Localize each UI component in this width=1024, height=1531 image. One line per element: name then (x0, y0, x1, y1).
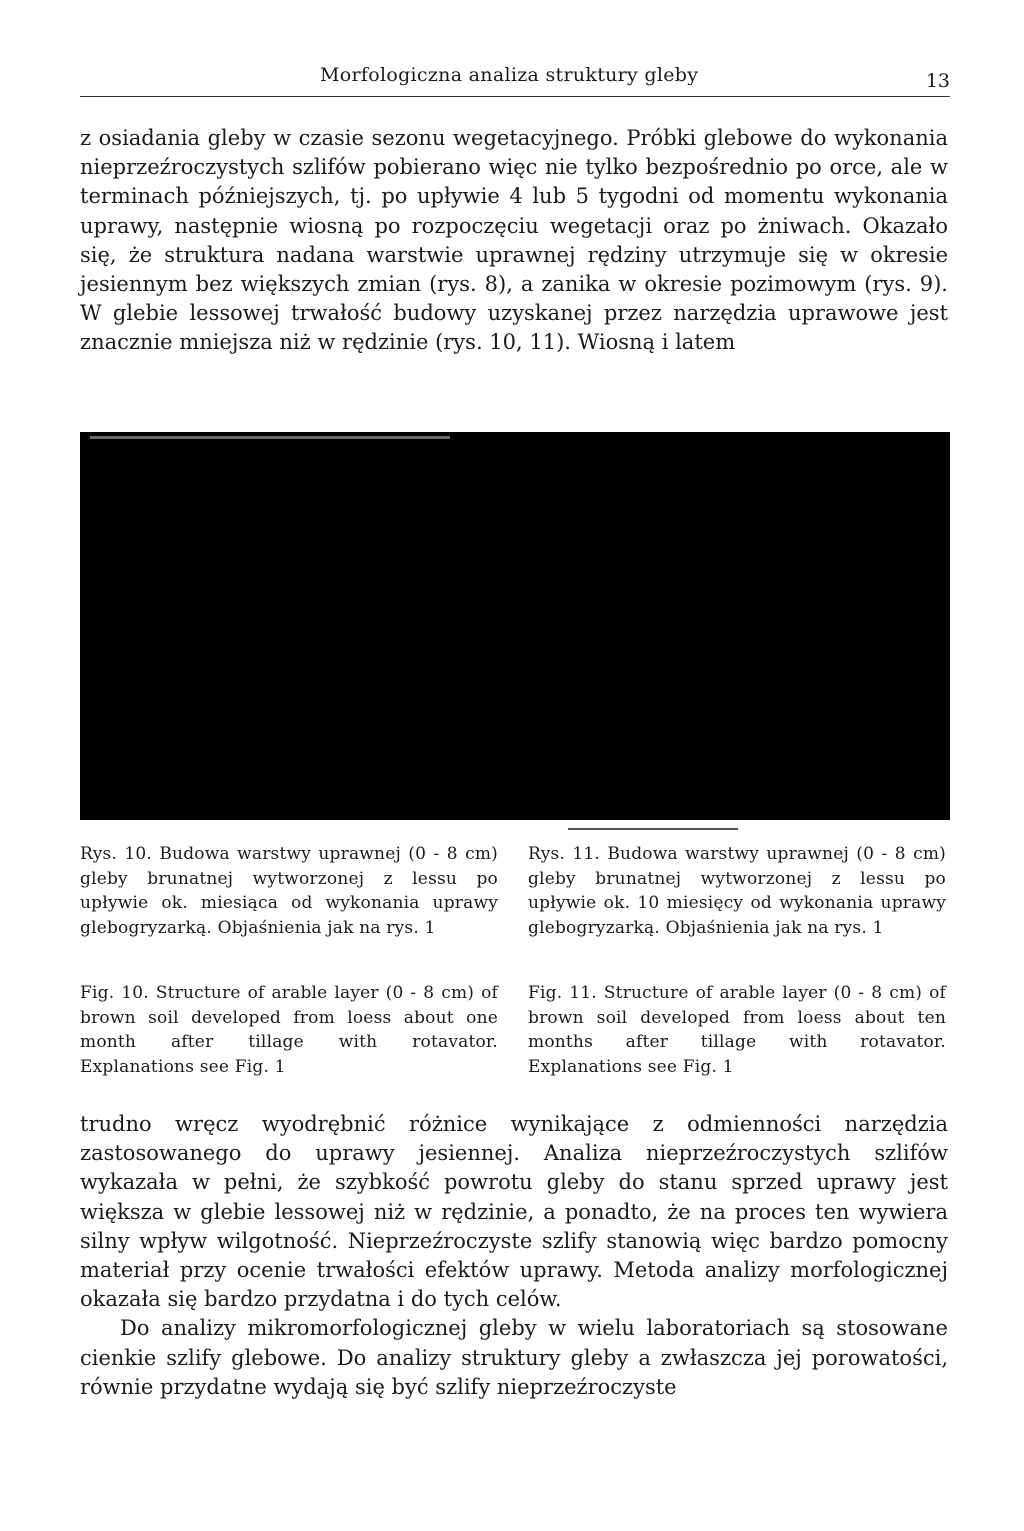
caption-fig11-english: Fig. 11. Structure of arable layer (0 - 8 cm) of brown soil developed from loess about ten months after tillage with rotavator. Explanations see Fig. 1 (528, 983, 946, 1077)
body-paragraph: trudno wręcz wyodrębnić różnice wynikające z odmienności narzędzia zastosowanego do uprawy jesiennej. Analiza nieprzeźroczystych szlifów wykazała w pełni, że szybkość powrotu gleby do stanu sprzed uprawy jest większa w glebie lessowej niż w rędzinie, a ponadto, że na proces ten wywiera silny wpływ wilgotność. Nieprzeźroczyste szlify stanowią więc bardzo pomocny materiał przy ocenie trwałości efektów uprawy. Metoda analizy morfologicznej okazała się bardzo przydatna i do tych celów. (80, 1112, 948, 1312)
figure-photographs (80, 432, 950, 820)
body-paragraph: Do analizy mikromorfologicznej gleby w wielu laboratoriach są stosowane cienkie szlify glebowe. Do analizy struktury gleby a zwłaszcza jej porowatości, równie przydatne wydają się być szlify nieprzeźroczyste (80, 1316, 948, 1399)
caption-fig11-polish: Rys. 11. Budowa warstwy uprawnej (0 - 8 cm) gleby brunatnej wytworzonej z lessu po upływie ok. 10 miesięcy od wykonania uprawy glebogryzarką. Objaśnienia jak na rys. 1 (528, 844, 946, 938)
running-title: Morfologiczna analiza struktury gleby (320, 64, 699, 86)
body-paragraph-top: z osiadania gleby w czasie sezonu wegetacyjnego. Próbki glebowe do wykonania nieprzeźroczystych szlifów pobierano więc nie tylko bezpośrednio po orce, ale w terminach późniejszych, tj. po upływie 4 lub 5 tygodni od momentu wykonania uprawy, następnie wiosną po rozpoczęciu wegetacji oraz po żniwach. Okazało się, że struktura nadana warstwie uprawnej rędziny utrzymuje się w okresie jesiennym bez większych zmian (rys. 8), a zanika w okresie pozimowym (rys. 9). W glebie lessowej trwałość budowy uzyskanej przez narzędzia uprawowe jest znacznie mniejsza niż w rędzinie (rys. 10, 11). Wiosną i latem (80, 126, 948, 355)
photo-edge-mark (90, 436, 450, 439)
photo-edge-mark (568, 828, 738, 830)
page-number: 13 (925, 70, 950, 92)
header-rule (80, 96, 950, 97)
caption-fig10-polish: Rys. 10. Budowa warstwy uprawnej (0 - 8 cm) gleby brunatnej wytworzonej z lessu po upływie ok. miesiąca od wykonania uprawy glebogryzarką. Objaśnienia jak na rys. 1 (80, 844, 498, 938)
body-text-bottom (80, 1110, 948, 1402)
caption-fig10-english: Fig. 10. Structure of arable layer (0 - 8 cm) of brown soil developed from loess about one month after tillage with rotavator. Explanations see Fig. 1 (80, 983, 498, 1077)
running-header (80, 60, 950, 100)
